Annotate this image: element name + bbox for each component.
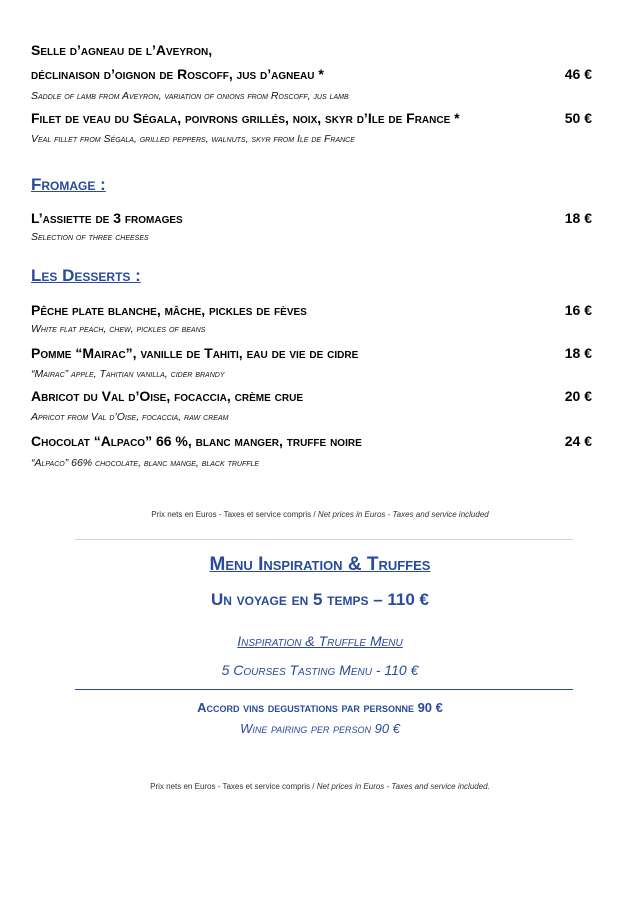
dish-translation-lamb: Saddle of lamb from Aveyron, variation of onions from Roscoff, jus lamb <box>31 90 349 102</box>
dish-name-peach: Pêche plate blanche, mâche, pickles de fèves <box>31 302 307 318</box>
wine-pairing-en: Wine pairing per person 90 € <box>240 721 400 736</box>
dish-name-cheese: L’assiette de 3 fromages <box>31 210 183 226</box>
dish-translation-cheese: Selection of three cheeses <box>31 231 149 243</box>
dish-price-lamb: 46 € <box>564 66 592 82</box>
price-note-second-fr: Prix nets en Euros - Taxes et service compris / <box>150 782 317 791</box>
dish-name-apricot: Abricot du Val d’Oise, focaccia, crème crue <box>31 388 304 404</box>
dish-translation-apricot: Apricot from Val d’Oise, focaccia, raw cream <box>31 411 229 423</box>
dish-name-apple: Pomme “Mairac”, vanille de Tahiti, eau de vie de cidre <box>31 345 359 361</box>
dish-price-apricot: 20 € <box>564 388 592 404</box>
price-note-second-en: Net prices in Euros - Taxes and service included. <box>316 782 490 791</box>
divider-light <box>75 539 573 540</box>
dish-price-cheese: 18 € <box>564 210 592 226</box>
dish-name-lamb-line1: Selle d’agneau de l’Aveyron, <box>31 42 213 58</box>
dish-name-lamb-line2: déclinaison d’oignon de Roscoff, jus d’agneau * <box>31 66 324 82</box>
dish-price-veal: 50 € <box>564 110 592 126</box>
price-note-first <box>0 510 640 519</box>
divider-blue <box>75 689 573 690</box>
menu-title: Menu Inspiration & Truffes <box>209 554 431 575</box>
dish-name-chocolate: Chocolat “Alpaco” 66 %, blanc manger, truffe noire <box>31 433 362 449</box>
price-note-second <box>0 782 640 791</box>
menu-subtitle: Un voyage en 5 temps – 110 € <box>210 590 430 609</box>
dish-translation-peach: White flat peach, chew, pickles of beans <box>31 323 206 335</box>
price-note-first-fr: Prix nets en Euros - Taxes et service compris / <box>151 510 318 519</box>
dish-translation-apple: “Mairac” apple, Tahitian vanilla, cider brandy <box>31 368 225 380</box>
dish-name-veal: Filet de veau du Ségala, poivrons grillés, noix, skyr d’Ile de France * <box>31 110 460 126</box>
dish-price-peach: 16 € <box>564 302 592 318</box>
wine-pairing-fr: Accord vins degustations par personne 90 € <box>197 700 443 715</box>
dish-price-apple: 18 € <box>564 345 592 361</box>
section-title-desserts: Les Desserts : <box>31 266 141 285</box>
dish-translation-chocolate: “Alpaco” 66% chocolate, blanc mange, black truffle <box>31 457 260 469</box>
menu-title-en: Inspiration & Truffle Menu <box>237 633 403 649</box>
menu-subtitle-en: 5 Courses Tasting Menu - 110 € <box>221 662 419 678</box>
dish-translation-veal: Veal fillet from Ségala, grilled peppers, walnuts, skyr from Ile de France <box>31 133 355 145</box>
dish-price-chocolate: 24 € <box>564 433 592 449</box>
section-title-fromage: Fromage : <box>31 175 106 194</box>
price-note-first-en: Net prices in Euros - Taxes and service included <box>317 510 489 519</box>
